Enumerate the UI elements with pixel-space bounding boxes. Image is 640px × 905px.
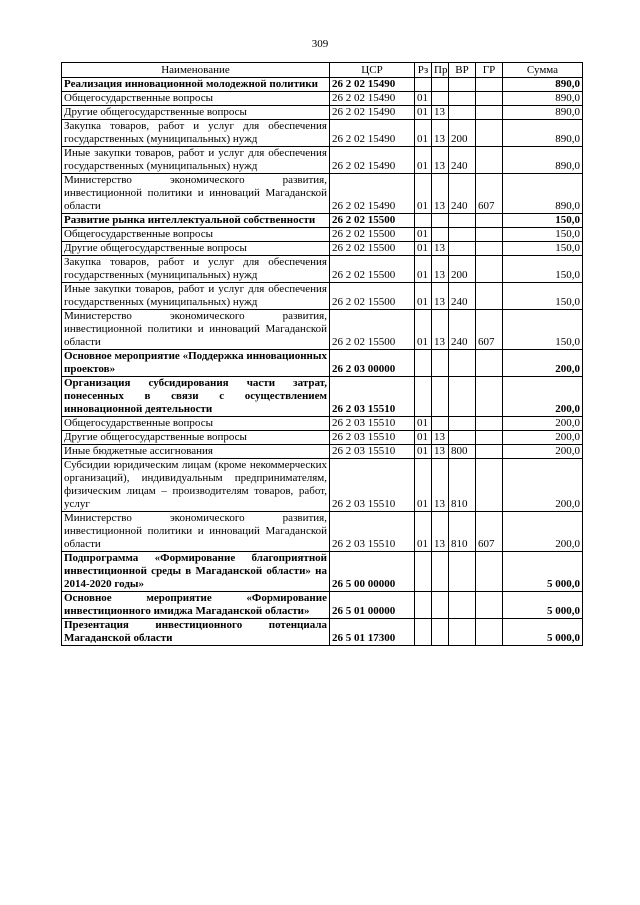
cell-csr: 26 2 03 15510 [330,431,415,445]
cell-csr: 26 2 02 15500 [330,228,415,242]
cell-vr [449,350,476,377]
cell-pr: 13 [432,256,449,283]
cell-csr: 26 2 02 15490 [330,92,415,106]
cell-csr: 26 2 03 15510 [330,445,415,459]
cell-vr: 240 [449,174,476,214]
cell-sum: 890,0 [503,106,583,120]
cell-pr [432,619,449,646]
cell-name: Министерство экономического развития, инвестиционной политики и инноваций Магаданской области [62,310,330,350]
cell-name: Развитие рынка интеллектуальной собственности [62,214,330,228]
cell-pr: 13 [432,147,449,174]
cell-sum: 890,0 [503,174,583,214]
cell-rz: 01 [415,242,432,256]
cell-rz: 01 [415,445,432,459]
cell-pr [432,228,449,242]
cell-gr: 607 [476,512,503,552]
cell-vr: 200 [449,256,476,283]
table-row [62,242,583,256]
cell-rz: 01 [415,106,432,120]
table-row [62,174,583,214]
cell-name: Основное мероприятие «Формирование инвестиционного имиджа Магаданской области» [62,592,330,619]
cell-name: Министерство экономического развития, инвестиционной политики и инноваций Магаданской области [62,512,330,552]
cell-pr: 13 [432,459,449,512]
cell-pr: 13 [432,431,449,445]
header-name: Наименование [62,63,330,78]
cell-pr [432,92,449,106]
cell-sum: 200,0 [503,431,583,445]
cell-name: Иные закупки товаров, работ и услуг для обеспечения государственных (муниципальных) нужд [62,147,330,174]
cell-gr [476,377,503,417]
table-row [62,417,583,431]
cell-vr [449,552,476,592]
cell-csr: 26 5 01 17300 [330,619,415,646]
cell-gr [476,619,503,646]
cell-rz [415,377,432,417]
cell-name: Закупка товаров, работ и услуг для обеспечения государственных (муниципальных) нужд [62,120,330,147]
cell-gr [476,214,503,228]
cell-pr [432,350,449,377]
cell-vr: 810 [449,512,476,552]
cell-csr: 26 2 03 15510 [330,459,415,512]
cell-pr: 13 [432,283,449,310]
cell-gr [476,256,503,283]
table-row [62,592,583,619]
cell-pr [432,377,449,417]
cell-vr [449,619,476,646]
cell-gr [476,228,503,242]
cell-name: Общегосударственные вопросы [62,228,330,242]
cell-pr [432,214,449,228]
cell-csr: 26 2 02 15500 [330,283,415,310]
header-vr: ВР [449,63,476,78]
table-row [62,120,583,147]
cell-vr [449,417,476,431]
cell-rz: 01 [415,256,432,283]
cell-sum: 890,0 [503,92,583,106]
table-row [62,214,583,228]
cell-sum: 5 000,0 [503,552,583,592]
cell-vr [449,78,476,92]
cell-csr: 26 2 02 15490 [330,120,415,147]
cell-gr [476,431,503,445]
cell-sum: 890,0 [503,120,583,147]
cell-sum: 150,0 [503,310,583,350]
cell-sum: 5 000,0 [503,619,583,646]
cell-vr [449,592,476,619]
cell-rz: 01 [415,431,432,445]
cell-rz [415,214,432,228]
cell-gr: 607 [476,310,503,350]
cell-sum: 200,0 [503,350,583,377]
table-row [62,552,583,592]
cell-gr [476,120,503,147]
cell-pr [432,78,449,92]
cell-csr: 26 2 03 15510 [330,377,415,417]
table-row [62,350,583,377]
table-row [62,256,583,283]
cell-name: Другие общегосударственные вопросы [62,242,330,256]
cell-vr [449,106,476,120]
cell-name: Иные бюджетные ассигнования [62,445,330,459]
cell-pr: 13 [432,106,449,120]
header-gr: ГР [476,63,503,78]
cell-pr [432,552,449,592]
cell-csr: 26 5 01 00000 [330,592,415,619]
cell-gr [476,147,503,174]
cell-gr [476,417,503,431]
cell-csr: 26 5 00 00000 [330,552,415,592]
cell-vr: 240 [449,283,476,310]
cell-pr: 13 [432,512,449,552]
cell-gr: 607 [476,174,503,214]
cell-rz: 01 [415,512,432,552]
cell-gr [476,92,503,106]
table-row [62,619,583,646]
header-pr: Пр [432,63,449,78]
header-rz: Рз [415,63,432,78]
cell-pr: 13 [432,242,449,256]
cell-pr: 13 [432,174,449,214]
cell-name: Презентация инвестиционного потенциала Магаданской области [62,619,330,646]
cell-gr [476,445,503,459]
table-row [62,92,583,106]
table-row [62,78,583,92]
cell-name: Основное мероприятие «Поддержка инновационных проектов» [62,350,330,377]
table-row [62,147,583,174]
cell-name: Другие общегосударственные вопросы [62,431,330,445]
cell-rz: 01 [415,417,432,431]
cell-gr [476,106,503,120]
cell-vr: 200 [449,120,476,147]
cell-csr: 26 2 02 15500 [330,256,415,283]
cell-rz: 01 [415,310,432,350]
table-row [62,459,583,512]
cell-name: Иные закупки товаров, работ и услуг для обеспечения государственных (муниципальных) нужд [62,283,330,310]
cell-sum: 200,0 [503,445,583,459]
cell-vr [449,431,476,445]
table-row [62,512,583,552]
table-row [62,445,583,459]
cell-gr [476,283,503,310]
table-row [62,283,583,310]
cell-pr: 13 [432,310,449,350]
cell-sum: 5 000,0 [503,592,583,619]
table-row [62,228,583,242]
table-row [62,431,583,445]
cell-csr: 26 2 02 15490 [330,174,415,214]
cell-sum: 150,0 [503,242,583,256]
cell-pr: 13 [432,445,449,459]
cell-pr [432,592,449,619]
cell-rz [415,350,432,377]
cell-sum: 200,0 [503,377,583,417]
cell-sum: 890,0 [503,147,583,174]
cell-rz [415,78,432,92]
cell-csr: 26 2 02 15500 [330,242,415,256]
cell-rz: 01 [415,283,432,310]
cell-sum: 890,0 [503,78,583,92]
cell-rz [415,592,432,619]
cell-vr: 240 [449,310,476,350]
cell-csr: 26 2 02 15500 [330,310,415,350]
table-row [62,377,583,417]
cell-gr [476,592,503,619]
cell-csr: 26 2 02 15490 [330,78,415,92]
cell-name: Субсидии юридическим лицам (кроме некоммерческих организаций), индивидуальным предпринимателям, физическим лицам – производителям товаров, работ, услуг [62,459,330,512]
cell-name: Реализация инновационной молодежной политики [62,78,330,92]
cell-rz [415,619,432,646]
cell-gr [476,459,503,512]
cell-csr: 26 2 03 15510 [330,512,415,552]
cell-csr: 26 2 03 00000 [330,350,415,377]
budget-table [61,62,583,646]
cell-rz: 01 [415,228,432,242]
page-number: 309 [311,38,329,50]
cell-name: Общегосударственные вопросы [62,417,330,431]
cell-vr [449,242,476,256]
cell-vr: 800 [449,445,476,459]
cell-pr: 13 [432,120,449,147]
cell-sum: 150,0 [503,214,583,228]
cell-rz [415,552,432,592]
cell-sum: 150,0 [503,256,583,283]
cell-sum: 150,0 [503,283,583,310]
table-row [62,106,583,120]
header-csr: ЦСР [330,63,415,78]
cell-vr: 810 [449,459,476,512]
cell-vr: 240 [449,147,476,174]
cell-vr [449,92,476,106]
cell-name: Подпрограмма «Формирование благоприятной инвестиционной среды в Магаданской области» на 2014-2020 годы» [62,552,330,592]
cell-rz: 01 [415,120,432,147]
cell-sum: 150,0 [503,228,583,242]
cell-name: Организация субсидирования части затрат, понесенных в связи с осуществлением инновационной деятельности [62,377,330,417]
cell-gr [476,242,503,256]
cell-name: Министерство экономического развития, инвестиционной политики и инноваций Магаданской области [62,174,330,214]
cell-vr [449,214,476,228]
cell-csr: 26 2 02 15490 [330,147,415,174]
table-row [62,310,583,350]
cell-gr [476,552,503,592]
cell-csr: 26 2 02 15490 [330,106,415,120]
cell-gr [476,78,503,92]
cell-csr: 26 2 02 15500 [330,214,415,228]
cell-csr: 26 2 03 15510 [330,417,415,431]
cell-rz: 01 [415,174,432,214]
cell-gr [476,350,503,377]
cell-sum: 200,0 [503,459,583,512]
cell-sum: 200,0 [503,417,583,431]
cell-vr [449,377,476,417]
header-sum: Сумма [503,63,583,78]
cell-name: Другие общегосударственные вопросы [62,106,330,120]
cell-vr [449,228,476,242]
cell-name: Закупка товаров, работ и услуг для обеспечения государственных (муниципальных) нужд [62,256,330,283]
cell-sum: 200,0 [503,512,583,552]
cell-rz: 01 [415,147,432,174]
cell-pr [432,417,449,431]
cell-name: Общегосударственные вопросы [62,92,330,106]
header-row [62,63,583,78]
cell-rz: 01 [415,459,432,512]
cell-rz: 01 [415,92,432,106]
